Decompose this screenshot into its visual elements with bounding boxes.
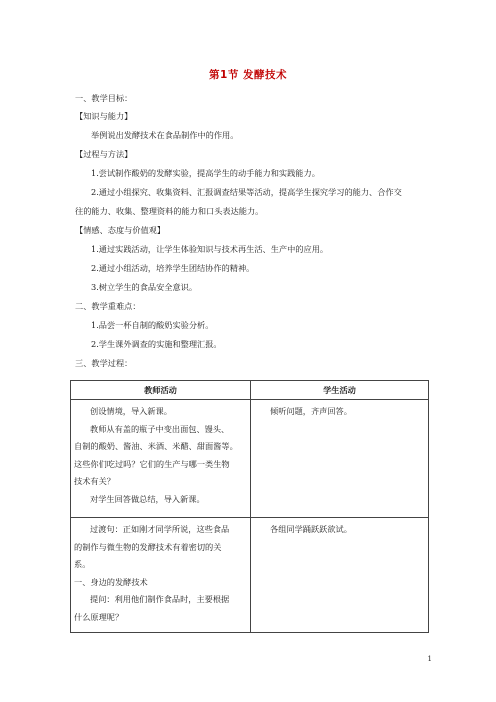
header-teacher-activity: 教师活动: [71, 381, 251, 400]
body-line: 3.树立学生的食品安全意识。: [91, 282, 198, 292]
teaching-process-table: [70, 380, 429, 633]
cell-line: 自制的酸奶、酱油、米酒、米醋、甜面酱等。: [74, 441, 238, 451]
teacher-cell: [71, 518, 251, 633]
cell-line: 这些你们吃过吗？它们的生产与哪一类生物: [74, 458, 230, 469]
cell-line: 创设情境，导入新课。: [90, 406, 172, 416]
student-cell: [251, 400, 429, 518]
body-line: 举例说出发酵技术在食品制作中的作用。: [91, 130, 239, 140]
cell-line: 的制作与微生物的发酵技术有着密切的关: [74, 541, 222, 552]
body-line: 1.尝试制作酸奶的发酵实验，提高学生的动手能力和实践能力。: [91, 168, 320, 178]
body-line: 1.通过实践活动，让学生体验知识与技术再生活、生产中的应用。: [91, 244, 329, 254]
cell-line: 提问：利用他们制作食品时，主要根据: [90, 594, 230, 604]
cell-line: 教师从有盖的瓶子中变出面包、馒头、: [90, 423, 230, 434]
body-line: 2.通过小组活动，培养学生团结协作的精神。: [91, 263, 255, 273]
cell-line: 技术有关？: [74, 476, 115, 486]
body-line: 2.通过小组探究、收集资料、汇报调查结果等活动，提高学生探究学习的能力、合作交: [91, 187, 402, 197]
cell-line: 过渡句：正如刚才同学所说，这些食品: [90, 524, 230, 534]
header-student-activity: 学生活动: [251, 381, 429, 400]
subheading-attitude: 【情感、态度与价值观】: [75, 225, 166, 235]
body-line: 往的能力、收集、整理资料的能力和口头表达能力。: [75, 206, 264, 216]
page-number: 1: [427, 655, 432, 663]
cell-line: 各组同学踊跃跃欲试。: [270, 524, 352, 534]
subheading-process: 【过程与方法】: [75, 149, 133, 159]
body-line: 2.学生课外调查的实施和整理汇报。: [91, 339, 222, 349]
student-cell: [251, 518, 429, 633]
table-row: [71, 518, 429, 633]
cell-line: 系。: [74, 559, 91, 569]
body-line: 1.品尝一杯自制的酸奶实验分析。: [91, 320, 214, 330]
section-heading-key-points: 二、教学重难点：: [75, 301, 141, 311]
cell-line: 对学生回答做总结，导入新课。: [90, 493, 205, 504]
cell-line: 一、身边的发酵技术: [74, 576, 148, 587]
section-heading-objectives: 一、教学目标：: [75, 93, 133, 103]
subheading-knowledge: 【知识与能力】: [75, 111, 133, 121]
cell-line: 什么原理呢？: [74, 611, 124, 622]
cell-line: 倾听问题，齐声回答。: [270, 406, 352, 416]
teacher-cell: [71, 400, 251, 518]
table-row: [71, 400, 429, 518]
section-heading-process: 三、教学过程：: [75, 358, 133, 368]
page-title: 第1节 发酵技术: [209, 69, 287, 81]
table-header-row: [71, 381, 429, 400]
